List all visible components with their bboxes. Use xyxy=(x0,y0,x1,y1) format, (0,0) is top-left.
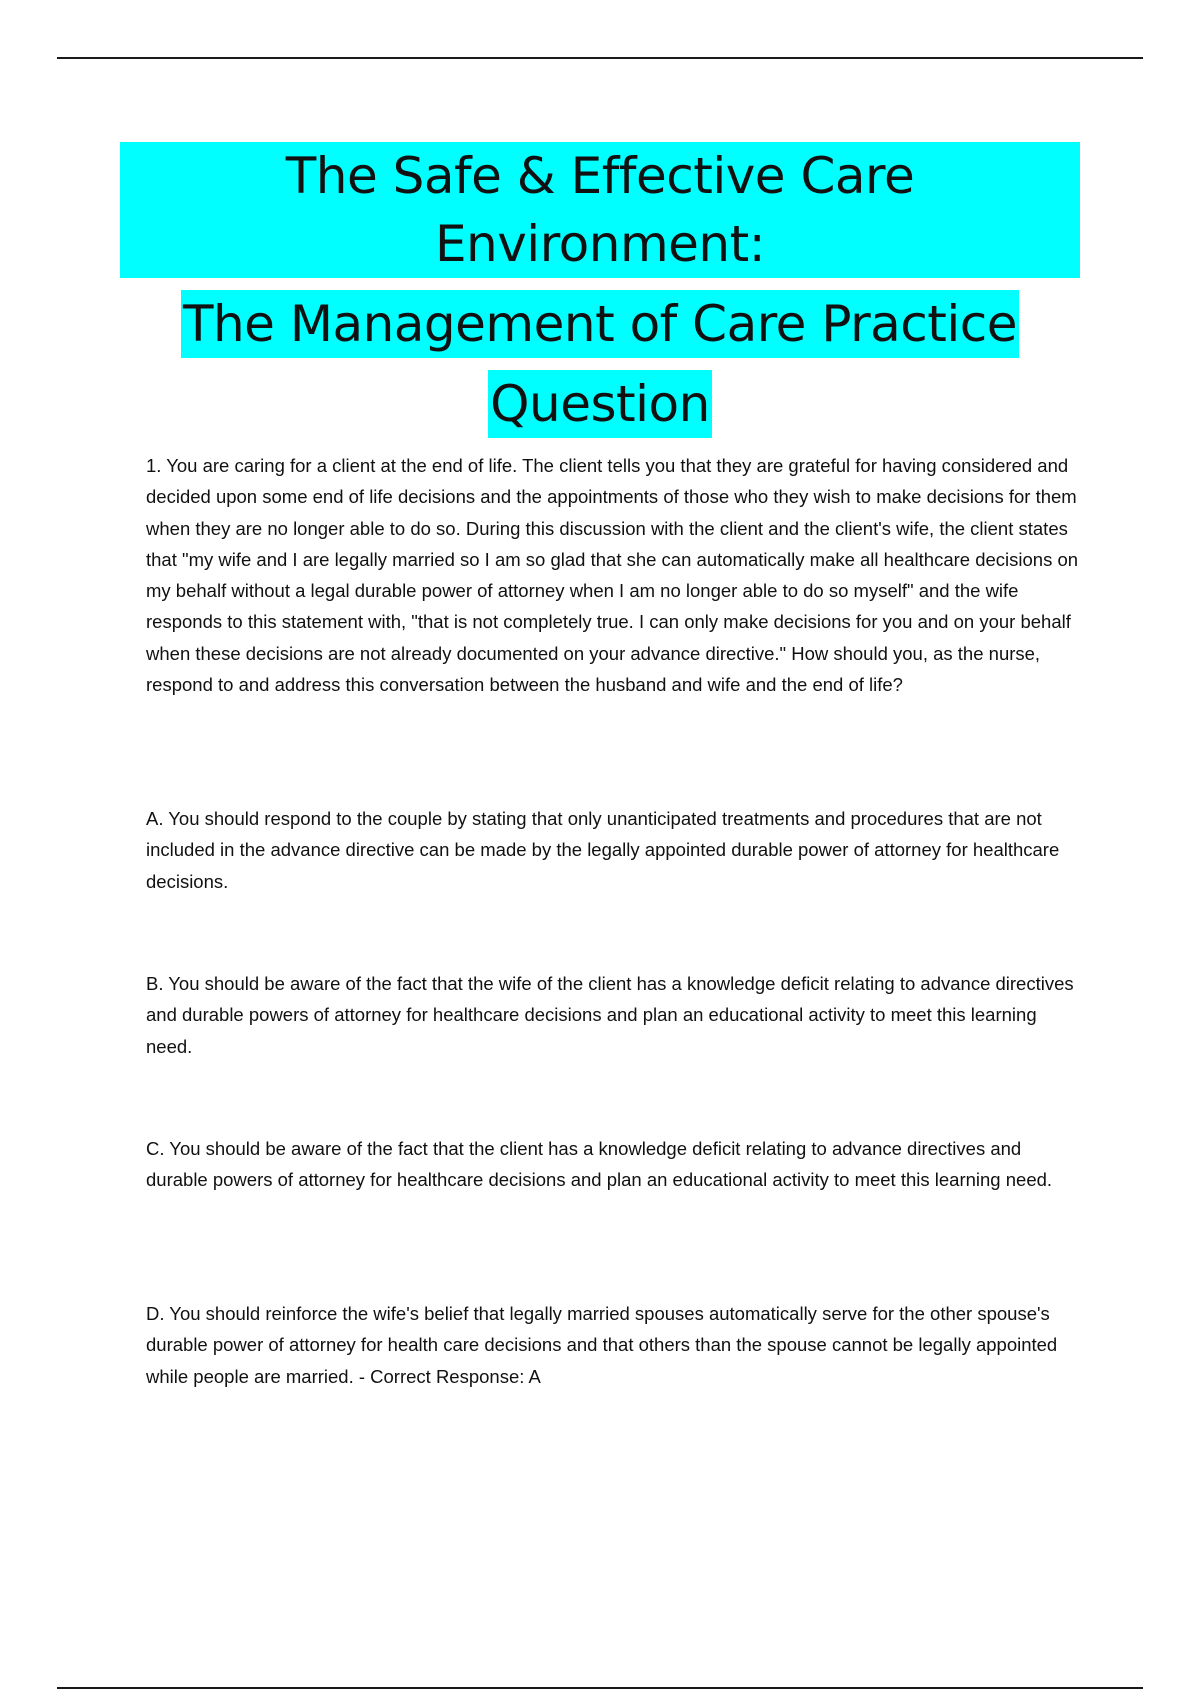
top-rule xyxy=(57,57,1143,59)
answer-option-c: C. You should be aware of the fact that the client has a knowledge deficit relating to advance directives and durable powers of attorney for healthcare decisions and plan an educational activity to meet this learning need. xyxy=(146,1138,1053,1191)
title-line-2: The Management of Care Practice xyxy=(181,290,1019,358)
answer-option-d: D. You should reinforce the wife's belief that legally married spouses automatically serve for the other spouse's durable power of attorney for health care decisions and that others than the spouse cannot be legally appointed while people are married. - Correct Response: A xyxy=(146,1303,1058,1387)
title-line-1: The Safe & Effective Care Environment: xyxy=(120,142,1080,278)
title-line-3: Question xyxy=(488,370,712,438)
answer-option-a: A. You should respond to the couple by stating that only unanticipated treatments and procedures that are not included in the advance directive can be made by the legally appointed durable power of attorney for healthcare decisions. xyxy=(146,808,1060,892)
bottom-rule xyxy=(57,1687,1143,1689)
page-title xyxy=(120,142,1080,450)
question-text: 1. You are caring for a client at the end of life. The client tells you that they are grateful for having considered and decided upon some end of life decisions and the appointments of those who they wish to make decisions for them when they are no longer able to do so. During this discussion with the client and the client's wife, the client states that "my wife and I are legally married so I am so glad that she can automatically make all healthcare decisions on my behalf without a legal durable power of attorney when I am no longer able to do so myself" and the wife responds to this statement with, "that is not completely true. I can only make decisions for you and on your behalf when these decisions are not already documented on your advance directive." How should you, as the nurse, respond to and address this conversation between the husband and wife and the end of life? xyxy=(146,455,1079,696)
answer-option-b: B. You should be aware of the fact that the wife of the client has a knowledge deficit relating to advance directives and durable powers of attorney for healthcare decisions and plan an educational activity to meet this learning need. xyxy=(146,973,1074,1057)
